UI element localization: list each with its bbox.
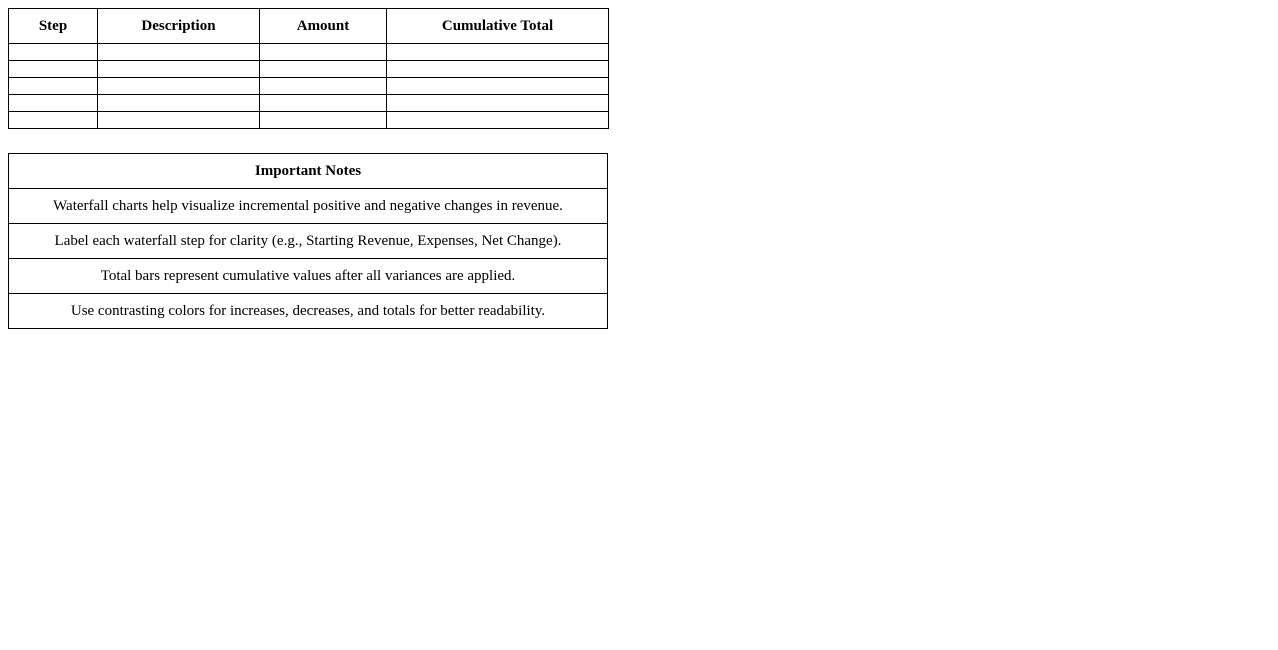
important-notes-table <box>8 153 608 329</box>
cell-description <box>98 61 260 78</box>
cell-cumulative-total <box>387 61 609 78</box>
header-amount: Amount <box>260 9 387 44</box>
table-row <box>9 95 609 112</box>
notes-title: Important Notes <box>9 154 608 189</box>
table-row <box>9 112 609 129</box>
table-row <box>9 78 609 95</box>
table-header-row <box>9 9 609 44</box>
cell-step <box>9 95 98 112</box>
cell-amount <box>260 61 387 78</box>
cell-amount <box>260 112 387 129</box>
note-text: Use contrasting colors for increases, decreases, and totals for better readability. <box>9 294 608 329</box>
cell-description <box>98 95 260 112</box>
header-cumulative-total: Cumulative Total <box>387 9 609 44</box>
note-row <box>9 259 608 294</box>
cell-description <box>98 44 260 61</box>
cell-cumulative-total <box>387 112 609 129</box>
cell-description <box>98 78 260 95</box>
cell-step <box>9 78 98 95</box>
cell-amount <box>260 44 387 61</box>
cell-cumulative-total <box>387 78 609 95</box>
note-row <box>9 224 608 259</box>
cell-step <box>9 112 98 129</box>
note-text: Total bars represent cumulative values after all variances are applied. <box>9 259 608 294</box>
table-row <box>9 61 609 78</box>
note-text: Waterfall charts help visualize incremental positive and negative changes in revenue. <box>9 189 608 224</box>
header-description: Description <box>98 9 260 44</box>
cell-description <box>98 112 260 129</box>
note-row <box>9 189 608 224</box>
cell-step <box>9 44 98 61</box>
waterfall-data-table <box>8 8 609 129</box>
cell-cumulative-total <box>387 95 609 112</box>
cell-amount <box>260 78 387 95</box>
note-row <box>9 294 608 329</box>
cell-cumulative-total <box>387 44 609 61</box>
note-text: Label each waterfall step for clarity (e.g., Starting Revenue, Expenses, Net Change). <box>9 224 608 259</box>
cell-amount <box>260 95 387 112</box>
table-row <box>9 44 609 61</box>
header-step: Step <box>9 9 98 44</box>
cell-step <box>9 61 98 78</box>
notes-header-row <box>9 154 608 189</box>
